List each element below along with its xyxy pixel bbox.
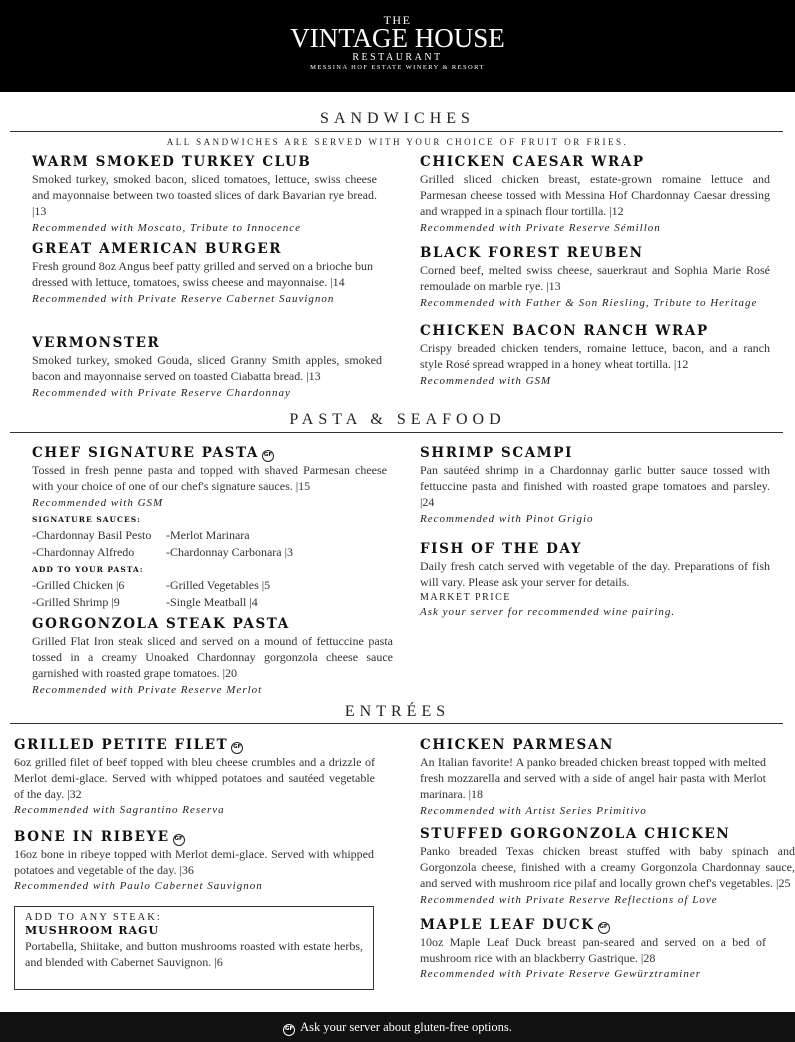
- item-title: BLACK FOREST REUBEN: [420, 245, 644, 261]
- signature-sauces-label: SIGNATURE SAUCES:: [32, 515, 141, 524]
- menu-item: [32, 241, 373, 307]
- menu-item: [14, 737, 375, 818]
- item-description: 10oz Maple Leaf Duck breast pan-seared and served on a bed of mushroom rice with an blackberry Gastrique. |28: [420, 935, 766, 965]
- item-title: WARM SMOKED TURKEY CLUB: [32, 154, 312, 170]
- section-divider: [10, 131, 783, 132]
- add-to-pasta-label: ADD TO YOUR PASTA:: [32, 565, 144, 574]
- section-title-pasta-seafood: PASTA & SEAFOOD: [289, 411, 506, 428]
- item-description: Smoked turkey, smoked Gouda, sliced Granny Smith apples, smoked bacon and mayonnaise served on toasted Ciabatta bread. |13: [32, 353, 382, 383]
- wine-pairing: Recommended with Paulo Cabernet Sauvignon: [14, 880, 263, 892]
- menu-item: [32, 616, 393, 698]
- sauce-option: -Chardonnay Alfredo: [32, 545, 135, 559]
- item-description: Crispy breaded chicken tenders, romaine lettuce, bacon, and a ranch style Rosé spread wrapped in a honey wheat tortilla. |12: [420, 341, 770, 371]
- wine-pairing: Recommended with Pinot Grigio: [420, 513, 594, 525]
- restaurant-header: [0, 0, 795, 92]
- add-on-description: Portabella, Shiitake, and button mushrooms roasted with estate herbs, and blended with Cabernet Sauvignon. |6: [25, 939, 363, 969]
- wine-pairing: Recommended with GSM: [420, 375, 552, 387]
- wine-pairing: Recommended with Private Reserve Chardonnay: [32, 387, 291, 399]
- item-title: CHICKEN PARMESAN: [420, 737, 614, 753]
- sauce-list: [32, 527, 387, 561]
- gluten-free-icon: GF: [173, 834, 185, 846]
- gluten-free-icon: GF: [262, 450, 274, 462]
- sandwiches-note: ALL SANDWICHES ARE SERVED WITH YOUR CHOICE OF FRUIT OR FRIES.: [166, 137, 629, 147]
- item-title: GORGONZOLA STEAK PASTA: [32, 616, 290, 632]
- wine-pairing: Recommended with Artist Series Primitivo: [420, 805, 647, 817]
- wine-pairing: Recommended with Sagrantino Reserva: [14, 804, 225, 816]
- menu-item: [420, 541, 770, 620]
- menu-item: [32, 154, 377, 236]
- steak-add-on-box: [14, 906, 374, 990]
- sauce-option: -Merlot Marinara: [166, 528, 250, 542]
- wine-pairing: Recommended with GSM: [32, 497, 164, 509]
- item-title: SHRIMP SCAMPI: [420, 445, 574, 461]
- menu-item: [420, 154, 770, 236]
- menu-item: [420, 323, 770, 389]
- logo-the: THE: [383, 13, 412, 27]
- item-title: CHEF SIGNATURE PASTA GF: [32, 445, 273, 461]
- add-on-option: -Grilled Chicken |6: [32, 578, 125, 592]
- item-description: 6oz grilled filet of beef topped with bleu cheese crumbles and a drizzle of Merlot demi-glace. Served with whipped potatoes and sautéed vegetable of the day. |32: [14, 755, 375, 801]
- item-title: STUFFED GORGONZOLA CHICKEN: [420, 826, 731, 842]
- item-description: Daily fresh catch served with vegetable of the day. Preparations of fish will vary. Please ask your server for details.: [420, 559, 770, 589]
- winery-name: MESSINA HOF ESTATE WINERY & RESORT: [310, 64, 485, 71]
- item-description: 16oz bone in ribeye topped with Merlot demi-glace. Served with whipped potatoes and vegetable of the day. |36: [14, 847, 374, 877]
- menu-item: [14, 829, 374, 894]
- wine-pairing: Recommended with Private Reserve Cabernet Sauvignon: [32, 293, 335, 305]
- menu-item: [420, 917, 766, 982]
- wine-pairing: Ask your server for recommended wine pairing.: [420, 606, 676, 618]
- item-title: CHICKEN BACON RANCH WRAP: [420, 323, 709, 339]
- add-on-option: -Single Meatball |4: [166, 595, 258, 609]
- wine-pairing: Recommended with Private Reserve Reflections of Love: [420, 894, 718, 906]
- item-description: Fresh ground 8oz Angus beef patty grilled and served on a brioche bun dressed with lettuce, tomatoes, swiss cheese and mayonnaise. |14: [32, 259, 373, 289]
- item-title: VERMONSTER: [32, 335, 161, 351]
- item-description: Corned beef, melted swiss cheese, sauerkraut and Sophia Marie Rosé remoulade on marble rye. |13: [420, 263, 770, 293]
- add-on-option: -Grilled Vegetables |5: [166, 578, 271, 592]
- section-divider: [10, 432, 783, 433]
- item-title: FISH OF THE DAY: [420, 541, 583, 557]
- footer-text: Ask your server about gluten-free options.: [300, 1020, 512, 1034]
- menu-item: [420, 826, 795, 908]
- section-title-sandwiches: SANDWICHES: [320, 110, 475, 127]
- item-title: GRILLED PETITE FILET GF: [14, 737, 242, 753]
- sauce-option: -Chardonnay Basil Pesto: [32, 528, 152, 542]
- item-description: Grilled Flat Iron steak sliced and served on a mound of fettuccine pasta tossed in a creamy Unoaked Chardonnay gorgonzola cheese sauce garnished with roasted grape tomatoes. |20: [32, 634, 393, 680]
- wine-pairing: Recommended with Father & Son Riesling, Tribute to Heritage: [420, 297, 758, 309]
- sauce-option: -Chardonnay Carbonara |3: [166, 545, 294, 559]
- logo-restaurant: RESTAURANT: [352, 52, 443, 63]
- market-price: MARKET PRICE: [420, 592, 511, 603]
- section-title-entrees: ENTRÉES: [344, 703, 451, 720]
- item-description: Panko breaded Texas chicken breast stuffed with baby spinach and Gorgonzola cheese, finished with a creamy Gorgonzola Chardonnay sauce, and served with mushroom rice pilaf and locally grown chef's vegetables. |25: [420, 844, 795, 890]
- item-description: An Italian favorite! A panko breaded chicken breast topped with melted fresh mozzarella and served with a side of angel hair pasta with Merlot marinara. |18: [420, 755, 766, 801]
- item-description: Grilled sliced chicken breast, estate-grown romaine lettuce and Parmesan cheese tossed with Messina Hof Chardonnay Caesar dressing and wrapped in a spinach flour tortilla. |12: [420, 172, 770, 218]
- gluten-free-footer: [0, 1012, 795, 1042]
- menu-item: [32, 335, 382, 401]
- add-on-caption: ADD TO ANY STEAK:: [25, 912, 162, 923]
- menu-item: [420, 737, 766, 819]
- wine-pairing: Recommended with Moscato, Tribute to Innocence: [32, 222, 302, 234]
- add-on-title: MUSHROOM RAGU: [25, 924, 160, 937]
- item-title: GREAT AMERICAN BURGER: [32, 241, 283, 257]
- item-description: Tossed in fresh penne pasta and topped with shaved Parmesan cheese with your choice of one of our chef's signature sauces. |15: [32, 463, 387, 493]
- add-on-list: [32, 577, 387, 611]
- menu-item: [32, 445, 387, 611]
- menu-item: [420, 445, 770, 527]
- restaurant-name: VINTAGE HOUSE: [290, 23, 505, 53]
- item-title: BONE IN RIBEYE GF: [14, 829, 183, 845]
- item-description: Smoked turkey, smoked bacon, sliced tomatoes, lettuce, swiss cheese and mayonnaise between two toasted slices of dark Bavarian rye bread. |13: [32, 172, 377, 218]
- section-divider: [10, 723, 783, 724]
- wine-pairing: Recommended with Private Reserve Merlot: [32, 684, 263, 696]
- item-title: MAPLE LEAF DUCK GF: [420, 917, 608, 933]
- gluten-free-icon: GF: [283, 1024, 295, 1036]
- item-description: Pan sautéed shrimp in a Chardonnay garlic butter sauce tossed with fettuccine pasta and finished with roasted grape tomatoes and parsley. |24: [420, 463, 770, 509]
- gluten-free-icon: GF: [231, 742, 243, 754]
- wine-pairing: Recommended with Private Reserve Sémillon: [420, 222, 661, 234]
- wine-pairing: Recommended with Private Reserve Gewürztraminer: [420, 968, 701, 980]
- menu-item: [420, 245, 770, 311]
- gluten-free-icon: GF: [598, 922, 610, 934]
- item-title: CHICKEN CAESAR WRAP: [420, 154, 645, 170]
- add-on-option: -Grilled Shrimp |9: [32, 595, 120, 609]
